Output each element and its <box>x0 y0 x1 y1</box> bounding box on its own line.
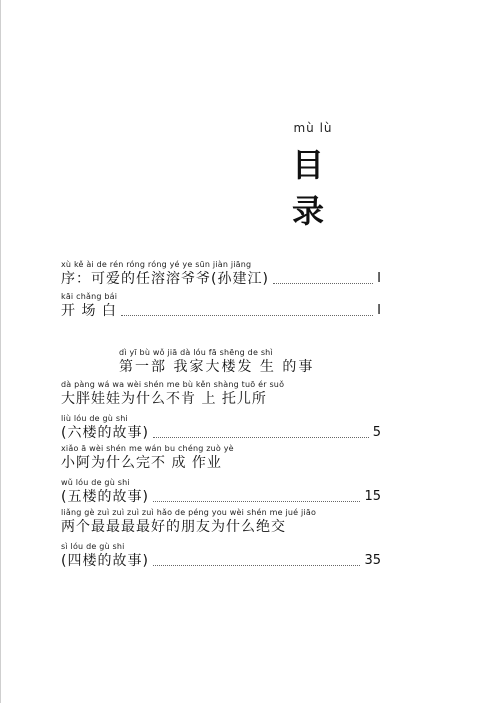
leader-dots <box>153 500 361 502</box>
entry-label: 开 场 白 <box>61 303 117 319</box>
entry-page-number: 35 <box>364 553 381 568</box>
leader-dots <box>121 314 373 316</box>
entry-page-number: 15 <box>364 489 381 504</box>
story-title-pinyin: xiǎo ā wèi shén me wán bu chéng zuò yè <box>61 444 234 453</box>
story-title-pinyin: dà pàng wá wa wèi shén me bù kěn shàng tuō ér suǒ <box>61 380 285 389</box>
story-subtitle: (六楼的故事) <box>61 425 149 441</box>
story-subtitle: (四楼的故事) <box>61 553 149 569</box>
entry-page-number: I <box>377 271 381 286</box>
story-title: 大胖娃娃为什么不肯 上 托儿所 <box>61 391 267 407</box>
story-subtitle-pinyin: liù lóu de gù shi <box>61 414 128 423</box>
part-pinyin: dì yī bù wǒ jiā dà lóu fā shēng de shì <box>119 348 273 357</box>
leader-dots <box>273 282 373 284</box>
title-pinyin: mù lù <box>293 121 333 135</box>
story-subtitle-pinyin: wǔ lóu de gù shi <box>61 478 130 487</box>
story-title: 小阿为什么完不 成 作业 <box>61 455 222 471</box>
story-title: 两个最最最最好的朋友为什么绝交 <box>61 519 286 535</box>
toc-entry-preface[interactable] <box>61 260 381 288</box>
page-title: 目录 <box>291 146 334 230</box>
story-title-pinyin: liǎng gè zuì zuì zuì zuì hǎo de péng you wèi shén me jué jiāo <box>61 508 317 517</box>
entry-page-number: 5 <box>372 425 381 440</box>
story-subtitle: (五楼的故事) <box>61 489 149 505</box>
story-subtitle-pinyin: sì lóu de gù shi <box>61 542 125 551</box>
leader-dots <box>153 436 369 438</box>
toc-entry-opening[interactable] <box>61 292 381 320</box>
part-label: 第一部 我家大楼发 生 的事 <box>119 359 315 375</box>
part-heading <box>119 348 379 376</box>
entry-pinyin: xù kě ài de rén róng róng yé ye sūn jiàn jiāng <box>61 260 252 269</box>
entry-label: 序：可爱的任溶溶爷爷(孙建江) <box>61 271 269 287</box>
toc-entry-story[interactable] <box>61 508 381 570</box>
entry-pinyin: kāi chǎng bái <box>61 292 118 301</box>
entry-page-number: I <box>377 303 381 318</box>
toc-entry-story[interactable] <box>61 380 381 442</box>
toc-entry-story[interactable] <box>61 444 381 506</box>
leader-dots <box>153 564 361 566</box>
